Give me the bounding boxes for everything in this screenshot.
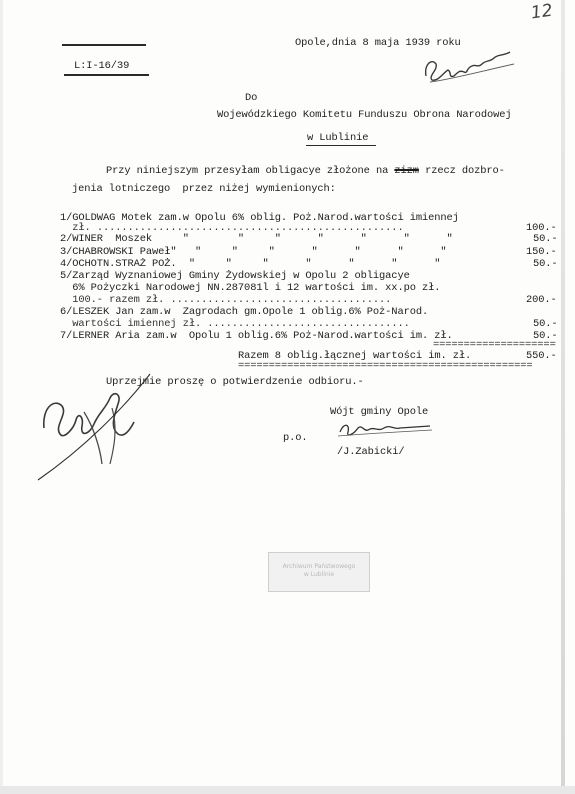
entry-1-currency: zł.: [60, 222, 97, 234]
intro-line2: jenia lotniczego przez niżej wymienionych:: [72, 183, 336, 195]
entry-3: 3/CHABROWSKI Paweł" " " " " " " ": [60, 246, 447, 258]
reference-rule: [62, 44, 146, 46]
archive-page-number: 12: [529, 0, 554, 24]
place-date: Opole,dnia 8 maja 1939 roku: [295, 37, 461, 49]
entry-6-line1: 6/LESZEK Jan zam.w Zagrodach gm.Opole 1 oblig.6% Poż-Narod.: [60, 306, 429, 318]
signatory-title: Wójt gminy Opole: [330, 406, 429, 418]
entry-5-subtotal: 100.- razem zł.: [60, 294, 165, 306]
page-edge-bottom: [0, 786, 575, 794]
total-label: Razem 8 oblig.łącznej wartości im. zł.: [238, 350, 472, 362]
recipient-city: w Lublinie: [307, 132, 369, 144]
intro-text: Przy niniejszym przesyłam obligacye złożone na: [106, 165, 389, 177]
recipient-underline: [306, 145, 376, 146]
signatory-handwritten-signature: [334, 418, 444, 440]
entry-2-value: 50.-: [533, 233, 558, 245]
entry-4-value: 50.-: [533, 258, 558, 270]
entry-7: 7/LERNER Aria zam.w Opolu 1 oblig.6% Poż-Narod.wartości im. zł.: [60, 330, 453, 342]
request-text: Uprzejmie proszę o potwierdzenie odbioru.-: [106, 376, 364, 388]
page-edge-left: [0, 0, 3, 794]
entry-1-line1: 1/GOLDWAG Motek zam.w Opolu 6% oblig. Poż.Narod.wartości imiennej: [60, 212, 459, 224]
handwritten-annotation: [418, 42, 528, 88]
entry-5-line3: 100.- razem zł. ....................................: [60, 294, 392, 306]
reference-underline: [64, 74, 149, 76]
entry-4: 4/OCHOTN.STRAŻ POŻ. " " " " " " ": [60, 258, 441, 270]
signatory-name: /J.Zabicki/: [337, 446, 405, 458]
archive-stamp: [268, 552, 370, 592]
entry-7-value: 50.-: [533, 330, 558, 342]
double-rule-1: ====================: [433, 339, 556, 351]
handwritten-signature-left: [14, 368, 164, 488]
entry-2: 2/WINER Moszek " " " " " " ": [60, 233, 453, 245]
page-edge-right: [561, 0, 565, 794]
pe-abbreviation: p.o.: [283, 432, 308, 444]
salutation-do: Do: [245, 92, 258, 104]
archive-stamp-line2: w Lublinie: [303, 571, 335, 578]
entry-5-line1: 5/Zarząd Wyznaniowej Gminy Żydowskiej w Opolu 2 obligacye: [60, 270, 410, 282]
archive-stamp-line1: Archiwum Państwowego: [282, 563, 356, 570]
entry-6-text: wartości imiennej zł.: [60, 318, 202, 330]
double-rule-2: ================================================: [238, 360, 533, 372]
entry-6-line2: wartości imiennej zł. .................................: [60, 318, 410, 330]
entry-5-value: 200.-: [526, 294, 557, 306]
recipient-line1: Wojewódzkiego Komitetu Funduszu Obrona Narodowej: [217, 109, 512, 121]
struck-word: zizm: [394, 165, 419, 177]
entry-1-value: 100.-: [526, 222, 557, 234]
total-value: 550.-: [526, 350, 557, 362]
entry-3-value: 150.-: [526, 246, 557, 258]
intro-text-end: rzecz dozbro-: [425, 165, 505, 177]
reference-number: L:I-16/39: [74, 60, 130, 72]
entry-1-line2: zł. ..................................................: [60, 222, 404, 234]
entry-6-value: 50.-: [533, 318, 558, 330]
intro-line1: [106, 165, 505, 177]
entry-5-line2: 6% Pożyczki Narodowej NN.287081l i 12 wartości im. xx.po zł.: [60, 282, 441, 294]
